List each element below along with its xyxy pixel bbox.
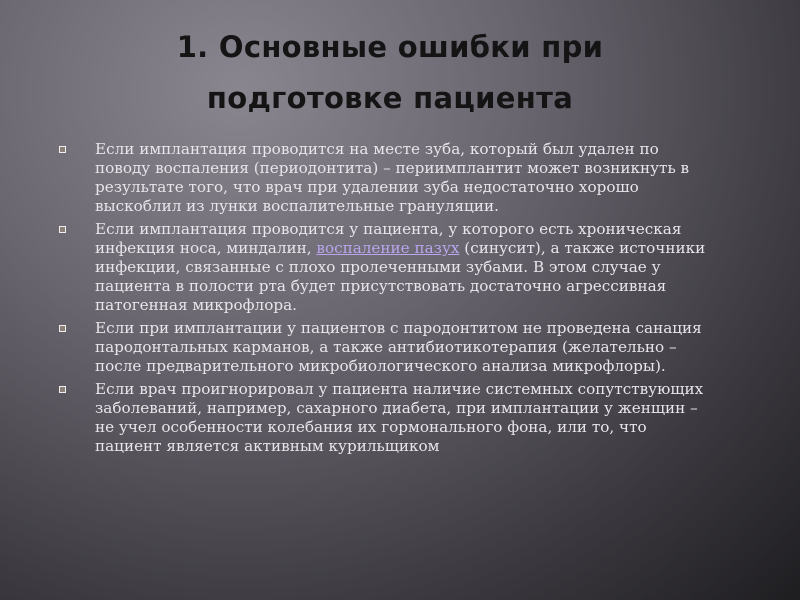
slide-title (60, 22, 720, 124)
square-bullet-icon (59, 146, 66, 153)
bullet-text-3: Если при имплантации у пациентов с пародонтитом не проведена санация пародонтальных карманов, а также антибиотикотерапия (желательно – после предварительного микробиологического анализа микрофлоры). (95, 319, 702, 375)
bullet-text-1: Если имплантация проводится на месте зуба, который был удален по поводу воспаления (периодонтита) – периимплантит может возникнуть в результате того, что врач при удалении зуба недостаточно хорошо выскоблил из лунки воспалительные грануляции. (95, 140, 690, 215)
square-bullet-icon (59, 386, 66, 393)
slide-title-line-2: подготовке пациента (206, 81, 574, 115)
square-bullet-icon (59, 226, 66, 233)
bullet-item-3 (56, 319, 716, 376)
bullet-text-2-after: (синусит), а также источники инфекции, связанные с плохо пролеченными зубами. В этом случае у пациента в полости рта будет присутствовать достаточно агрессивная патогенная микрофлора. (95, 239, 706, 314)
sinusitis-link[interactable]: воспаление пазух (316, 239, 460, 257)
bullet-text-2-before: Если имплантация проводится у пациента, у которого есть хроническая инфекция носа, миндалин, (95, 220, 682, 257)
bullet-item-4 (56, 380, 716, 456)
bullet-item-2 (56, 220, 716, 315)
slide-title-line-1: 1. Основные ошибки при (176, 30, 604, 64)
bullet-item-1 (56, 140, 716, 216)
bullet-text-4: Если врач проигнорировал у пациента наличие системных сопутствующих заболеваний, например, сахарного диабета, при имплантации у женщин – не учел особенности колебания их гормонального фона, или то, что пациент является активным курильщиком (95, 380, 704, 455)
square-bullet-icon (59, 325, 66, 332)
bullet-list (56, 140, 716, 460)
